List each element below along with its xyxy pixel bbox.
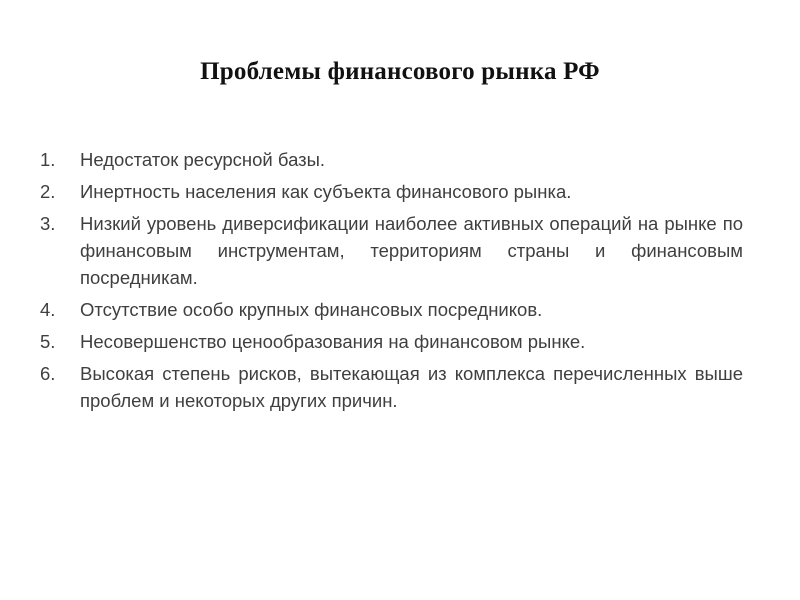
list-item-number: 4. [40,299,56,320]
list-item-text: Высокая степень рисков, вытекающая из комплекса перечисленных выше проблем и некоторых других причин. [80,363,743,411]
list-item-text: Несовершенство ценообразования на финансовом рынке. [80,331,586,352]
list-item [40,210,743,291]
list-item [40,328,743,355]
list-item-number: 1. [40,149,56,170]
list-item-number: 2. [40,181,56,202]
list-item-number: 3. [40,213,56,234]
slide-title: Проблемы финансового рынка РФ [200,58,600,85]
list-item-number: 6. [40,363,56,384]
list-item-number: 5. [40,331,56,352]
list-item [40,360,743,414]
list-item [40,178,743,205]
list-item-text: Низкий уровень диверсификации наиболее активных операций на рынке по финансовым инструментам, территориям страны и финансовым посредникам. [80,213,743,288]
list-item-text: Отсутствие особо крупных финансовых посредников. [80,299,543,320]
list-item-text: Инертность населения как субъекта финансового рынка. [80,181,572,202]
problems-list [40,146,743,419]
list-item [40,296,743,323]
list-item-text: Недостаток ресурсной базы. [80,149,326,170]
list-item [40,146,743,173]
